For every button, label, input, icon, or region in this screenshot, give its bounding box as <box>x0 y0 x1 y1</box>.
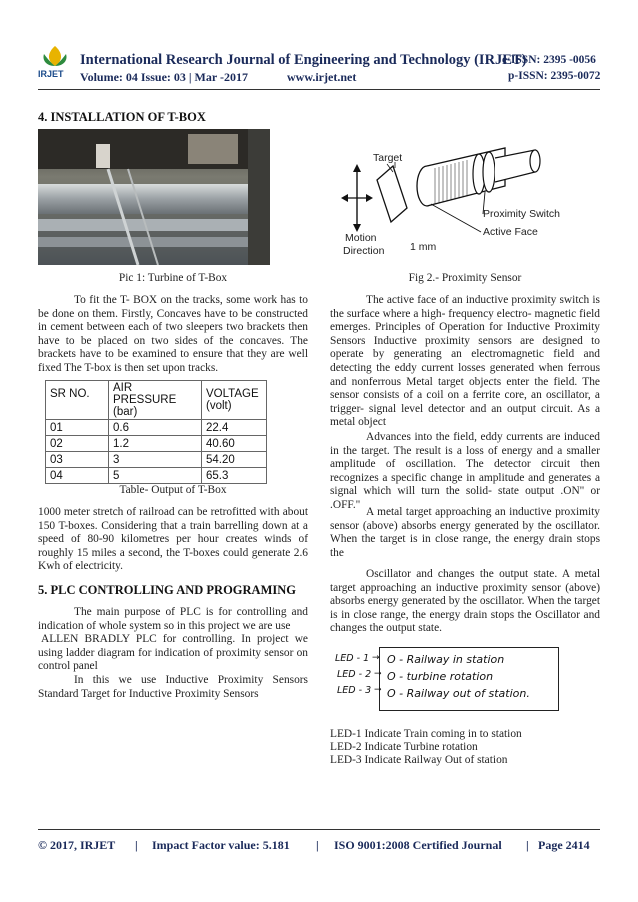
footer-impact: Impact Factor value: 5.181 <box>152 838 290 852</box>
footer-iso: ISO 9001:2008 Certified Journal <box>334 838 502 852</box>
journal-title: International Research Journal of Engineering and Technology (IRJET) <box>80 52 527 68</box>
table-cell: 1.2 <box>109 436 202 452</box>
footer-copyright: © 2017, IRJET <box>38 838 116 852</box>
table-header-cell: VOLTAGE (volt) <box>202 381 267 420</box>
led-handwritten-figure <box>335 647 560 713</box>
fig-label-motion: Motion <box>345 232 377 244</box>
logo-text: IRJET <box>38 69 64 79</box>
footer-separator: | <box>316 838 319 852</box>
fig-label-direction: Direction <box>343 245 385 257</box>
fig-label-active-face: Active Face <box>483 226 538 238</box>
section-5-title: 5. PLC CONTROLLING AND PROGRAMING <box>38 583 296 597</box>
right-para-1: The active face of an inductive proximity switch is the surface where a high- frequency electro- magnetic field emerges. Principles of Operation for Inductive Proximity Sensors Inductive proximity sensors are designed to operate by generating an electromagnetic field and detecting the eddy current losses generated when ferrous and nonferrous Metal target objects enter the field. The sensor consists of a coil on a ferrite core, an oscillator, a trigger- signal level detector and an output circuit. As a metal object <box>330 294 600 429</box>
hand-led-label: LED - 2 <box>337 669 372 680</box>
led-line: LED-2 Indicate Turbine rotation <box>330 741 478 753</box>
output-table <box>45 380 267 484</box>
arrow-glyph: → <box>374 685 382 695</box>
section-4-title: 4. INSTALLATION OF T-BOX <box>38 110 206 124</box>
hand-led-label: LED - 3 <box>337 685 372 696</box>
right-para-2: Advances into the field, eddy currents are induced in the target. The result is a loss of energy and a smaller amplitude of oscillation. The detector circuit then recognizes a specific change in amplitude and generates a signal which will turn the solid- state output .ON" or .OFF." <box>330 431 600 511</box>
fig2-caption: Fig 2.- Proximity Sensor <box>408 272 522 284</box>
fig-label-proximity-switch: Proximity Switch <box>483 208 561 220</box>
footer-page: Page 2414 <box>538 838 590 852</box>
table-row <box>46 420 267 436</box>
arrow-glyph: → <box>374 669 382 679</box>
table-cell: 54.20 <box>202 452 267 468</box>
table-cell: 22.4 <box>202 420 267 436</box>
left-para-3b: ALLEN BRADLY PLC for controlling. In project we using ladder diagram for indication of proximity sensor on control panel <box>38 633 308 673</box>
table-row <box>46 452 267 468</box>
table-cell: 40.60 <box>202 436 267 452</box>
hand-led-label: LED - 1 <box>335 653 370 664</box>
table-cell: 0.6 <box>109 420 202 436</box>
right-para-3: A metal target approaching an inductive proximity sensor (above) absorbs energy generated by the oscillator. When the target is in close range, the energy drain stops the <box>330 506 600 559</box>
table-cell: 5 <box>109 468 202 484</box>
table-row <box>46 468 267 484</box>
left-para-2: 1000 meter stretch of railroad can be retrofitted with about 150 T-boxes. Considering that a train barrelling down at a speed of 80-90 kilometres per hour creates winds of roughly 15 miles a second, the T-boxes could generate 2.6 Kwh of electricity. <box>38 506 308 573</box>
website-link[interactable]: www.irjet.net <box>287 70 357 84</box>
footer-separator: | <box>526 838 529 852</box>
table-cell: 01 <box>46 420 109 436</box>
fig-label-gap: 1 mm <box>410 241 437 253</box>
volume-issue: Volume: 04 Issue: 03 | Mar -2017 <box>80 70 248 84</box>
journal-logo <box>38 44 72 80</box>
table-header-cell: AIR PRESSURE (bar) <box>109 381 202 420</box>
left-para-1: To fit the T- BOX on the tracks, some work has to be done on them. Firstly, Concaves have to be constructed in cement between each of two sleepers two brackets then have to be placed on two sides of the concaves. The brackets have to be examined to ensure that they are well fixed The T-box is then set upon tracks. <box>38 294 308 374</box>
table-caption: Table- Output of T-Box <box>119 484 227 496</box>
arrow-glyph: → <box>372 653 380 663</box>
hand-item: O - Railway out of station. <box>387 687 530 700</box>
right-para-4: Oscillator and changes the output state. A metal target approaching an inductive proximity sensor (above) absorbs energy generated by the oscillator. When the target is in close range, the energy drain stops the Oscillator and changes the output state. <box>330 568 600 635</box>
footer-divider <box>38 829 600 830</box>
pic1-caption: Pic 1: Turbine of T-Box <box>118 272 228 284</box>
table-cell: 04 <box>46 468 109 484</box>
turbine-photo <box>38 129 270 265</box>
e-issn: e-ISSN: 2395 -0056 <box>502 54 596 66</box>
hand-item: O - Railway in station <box>387 653 505 666</box>
table-header-row <box>46 381 267 420</box>
led-line: LED-1 Indicate Train coming in to station <box>330 728 522 740</box>
turbine-photo-image <box>38 129 270 265</box>
left-para-3: The main purpose of PLC is for controlling and indication of whole system so in this project we are use <box>38 606 308 632</box>
hand-item: O - turbine rotation <box>387 670 494 683</box>
proximity-sensor-figure <box>335 146 575 264</box>
table-cell: 65.3 <box>202 468 267 484</box>
table-row <box>46 436 267 452</box>
table-header-cell: SR NO. <box>46 381 109 420</box>
fig-label-target: Target <box>373 152 403 164</box>
header-divider <box>38 89 600 90</box>
table-cell: 02 <box>46 436 109 452</box>
table-cell: 03 <box>46 452 109 468</box>
left-para-4: In this we use Inductive Proximity Sensors Standard Target for Inductive Proximity Sensors <box>38 674 308 700</box>
p-issn: p-ISSN: 2395-0072 <box>508 70 601 82</box>
footer-separator: | <box>135 838 138 852</box>
table-cell: 3 <box>109 452 202 468</box>
led-line: LED-3 Indicate Railway Out of station <box>330 754 508 766</box>
